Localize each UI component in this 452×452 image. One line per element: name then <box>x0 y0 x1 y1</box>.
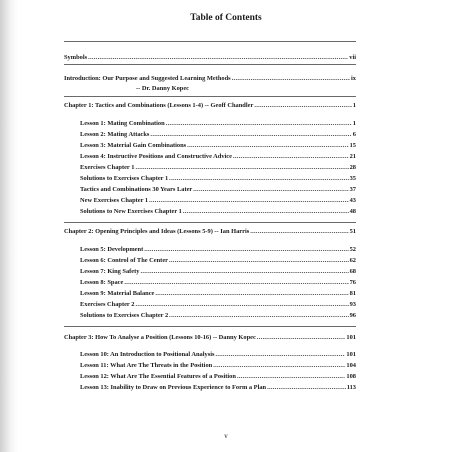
toc-entry-page: 101 <box>346 351 356 358</box>
toc-entry-label: Tactics and Combinations 30 Years Later <box>80 186 193 193</box>
toc-entry-label: Exercises Chapter 2 <box>80 301 135 308</box>
leader-dots <box>135 163 348 173</box>
toc-entry-label: Lesson 2: Mating Attacks <box>80 131 150 138</box>
toc-entry-lesson-3 <box>80 141 356 151</box>
toc-entry-page: 1 <box>352 102 356 109</box>
toc-entry-label: Chapter 2: Opening Principles and Ideas (Lessons 5-9) -- Ian Harris <box>64 228 250 235</box>
toc-entry-label: Chapter 1: Tactics and Combinations (Lessons 1-4) -- Geoff Chandler <box>64 102 254 109</box>
toc-entry-label: Exercises Chapter 1 <box>80 164 135 171</box>
toc-entry-lesson-11 <box>80 361 356 371</box>
leader-dots <box>124 278 348 288</box>
toc-entry-label: Lesson 9: Material Balance <box>80 290 155 297</box>
toc-entry-label: New Exercises Chapter 1 <box>80 197 149 204</box>
leader-dots <box>213 361 345 371</box>
leader-dots <box>166 119 352 129</box>
toc-entry-page: 104 <box>346 362 356 369</box>
toc-entry-introduction <box>64 74 356 84</box>
toc-entry-page: 52 <box>349 246 356 253</box>
leader-dots <box>232 74 350 84</box>
section-divider <box>64 326 356 327</box>
toc-entry-label: Lesson 8: Space <box>80 279 124 286</box>
toc-entry-chapter-3 <box>64 333 356 343</box>
toc-entry-label: Solutions to Exercises Chapter 2 <box>80 312 169 319</box>
toc-entry-label: Lesson 12: What Are The Essential Features of a Position <box>80 373 236 380</box>
toc-entry-page: 51 <box>349 228 356 235</box>
leader-dots <box>144 245 348 255</box>
table-of-contents <box>64 0 356 452</box>
leader-dots <box>149 196 349 206</box>
toc-entry-page: 101 <box>346 334 356 341</box>
toc-entry-page: 6 <box>352 131 356 138</box>
toc-entry-page: 48 <box>349 208 356 215</box>
leader-dots <box>193 185 348 195</box>
toc-entry-label: Lesson 6: Control of The Center <box>80 257 168 264</box>
toc-entry-lesson-9 <box>80 289 356 299</box>
toc-entry-page: 21 <box>349 153 356 160</box>
toc-entry-label: Lesson 11: What Are The Threats in the Position <box>80 362 213 369</box>
leader-dots <box>155 289 348 299</box>
page-gutter-shadow <box>0 0 18 452</box>
toc-entry-lesson-5 <box>80 245 356 255</box>
toc-entry-page: vii <box>349 54 356 61</box>
page-number: v <box>224 432 228 440</box>
leader-dots <box>169 174 348 184</box>
toc-entry-label: Lesson 7: King Safety <box>80 268 140 275</box>
toc-entry-tactics-30-years <box>80 185 356 195</box>
leader-dots <box>140 267 348 277</box>
toc-entry-lesson-10 <box>80 350 356 360</box>
section-divider <box>64 64 356 65</box>
toc-entry-page: 15 <box>349 142 356 149</box>
toc-entry-page: 93 <box>349 301 356 308</box>
leader-dots <box>257 333 346 343</box>
toc-entry-exercises-2 <box>80 300 356 310</box>
toc-entry-page: 43 <box>349 197 356 204</box>
toc-entry-chapter-1 <box>64 101 356 111</box>
toc-entry-label: Lesson 13: Inability to Draw on Previous Experience to Form a Plan <box>80 384 267 391</box>
leader-dots <box>88 53 348 63</box>
toc-entry-lesson-13 <box>80 383 356 393</box>
toc-entry-label: Lesson 3: Material Gain Combinations <box>80 142 187 149</box>
toc-entry-page: 62 <box>349 257 356 264</box>
toc-entry-lesson-4 <box>80 152 356 162</box>
leader-dots <box>250 227 348 237</box>
leader-dots <box>215 350 345 360</box>
toc-entry-page: 96 <box>349 312 356 319</box>
toc-entry-page: ix <box>351 75 356 82</box>
leader-dots <box>254 101 351 111</box>
leader-dots <box>169 256 349 266</box>
toc-entry-label: Lesson 10: An Introduction to Positional Analysis <box>80 351 215 358</box>
toc-entry-lesson-2 <box>80 130 356 140</box>
toc-entry-solutions-2 <box>80 311 356 321</box>
leader-dots <box>183 207 349 217</box>
toc-entry-page: 108 <box>346 373 356 380</box>
leader-dots <box>135 300 348 310</box>
leader-dots <box>233 152 349 162</box>
toc-entry-lesson-8 <box>80 278 356 288</box>
toc-entry-label: Lesson 1: Mating Combination <box>80 120 165 127</box>
toc-entry-label: Solutions to Exercises Chapter 1 <box>80 175 169 182</box>
toc-entry-page: 28 <box>349 164 356 171</box>
toc-entry-page: 37 <box>349 186 356 193</box>
toc-entry-page: 76 <box>349 279 356 286</box>
toc-entry-label: Solutions to New Exercises Chapter 1 <box>80 208 182 215</box>
top-rule <box>64 41 356 42</box>
toc-entry-label: Lesson 5: Development <box>80 246 144 253</box>
toc-entry-lesson-6 <box>80 256 356 266</box>
toc-entry-new-solutions-1 <box>80 207 356 217</box>
section-divider <box>64 96 356 97</box>
toc-entry-label: Symbols <box>64 54 88 61</box>
toc-entry-lesson-12 <box>80 372 356 382</box>
toc-entry-label: Chapter 3: How To Analyse a Position (Lessons 10-16) -- Danny Kopec <box>64 334 256 341</box>
toc-entry-label: Lesson 4: Instructive Positions and Constructive Advice <box>80 153 232 160</box>
toc-entry-page: 81 <box>349 290 356 297</box>
leader-dots <box>187 141 348 151</box>
toc-entry-chapter-2 <box>64 227 356 237</box>
toc-entry-page: 1 <box>352 120 356 127</box>
toc-entry-label: Introduction: Our Purpose and Suggested Learning Methods <box>64 75 231 82</box>
leader-dots <box>267 383 346 393</box>
leader-dots <box>237 372 345 382</box>
toc-entry-lesson-7 <box>80 267 356 277</box>
toc-entry-solutions-1 <box>80 174 356 184</box>
introduction-byline: -- Dr. Danny Kopec <box>136 85 190 92</box>
toc-entry-page: 68 <box>349 268 356 275</box>
toc-entry-symbols <box>64 53 356 63</box>
toc-entry-page: 113 <box>346 384 356 391</box>
leader-dots <box>169 311 348 321</box>
toc-entry-lesson-1 <box>80 119 356 129</box>
toc-entry-new-exercises-1 <box>80 196 356 206</box>
section-divider <box>64 222 356 223</box>
leader-dots <box>150 130 351 140</box>
toc-entry-exercises-1 <box>80 163 356 173</box>
page-title: Table of Contents <box>190 13 262 23</box>
toc-entry-page: 35 <box>349 175 356 182</box>
